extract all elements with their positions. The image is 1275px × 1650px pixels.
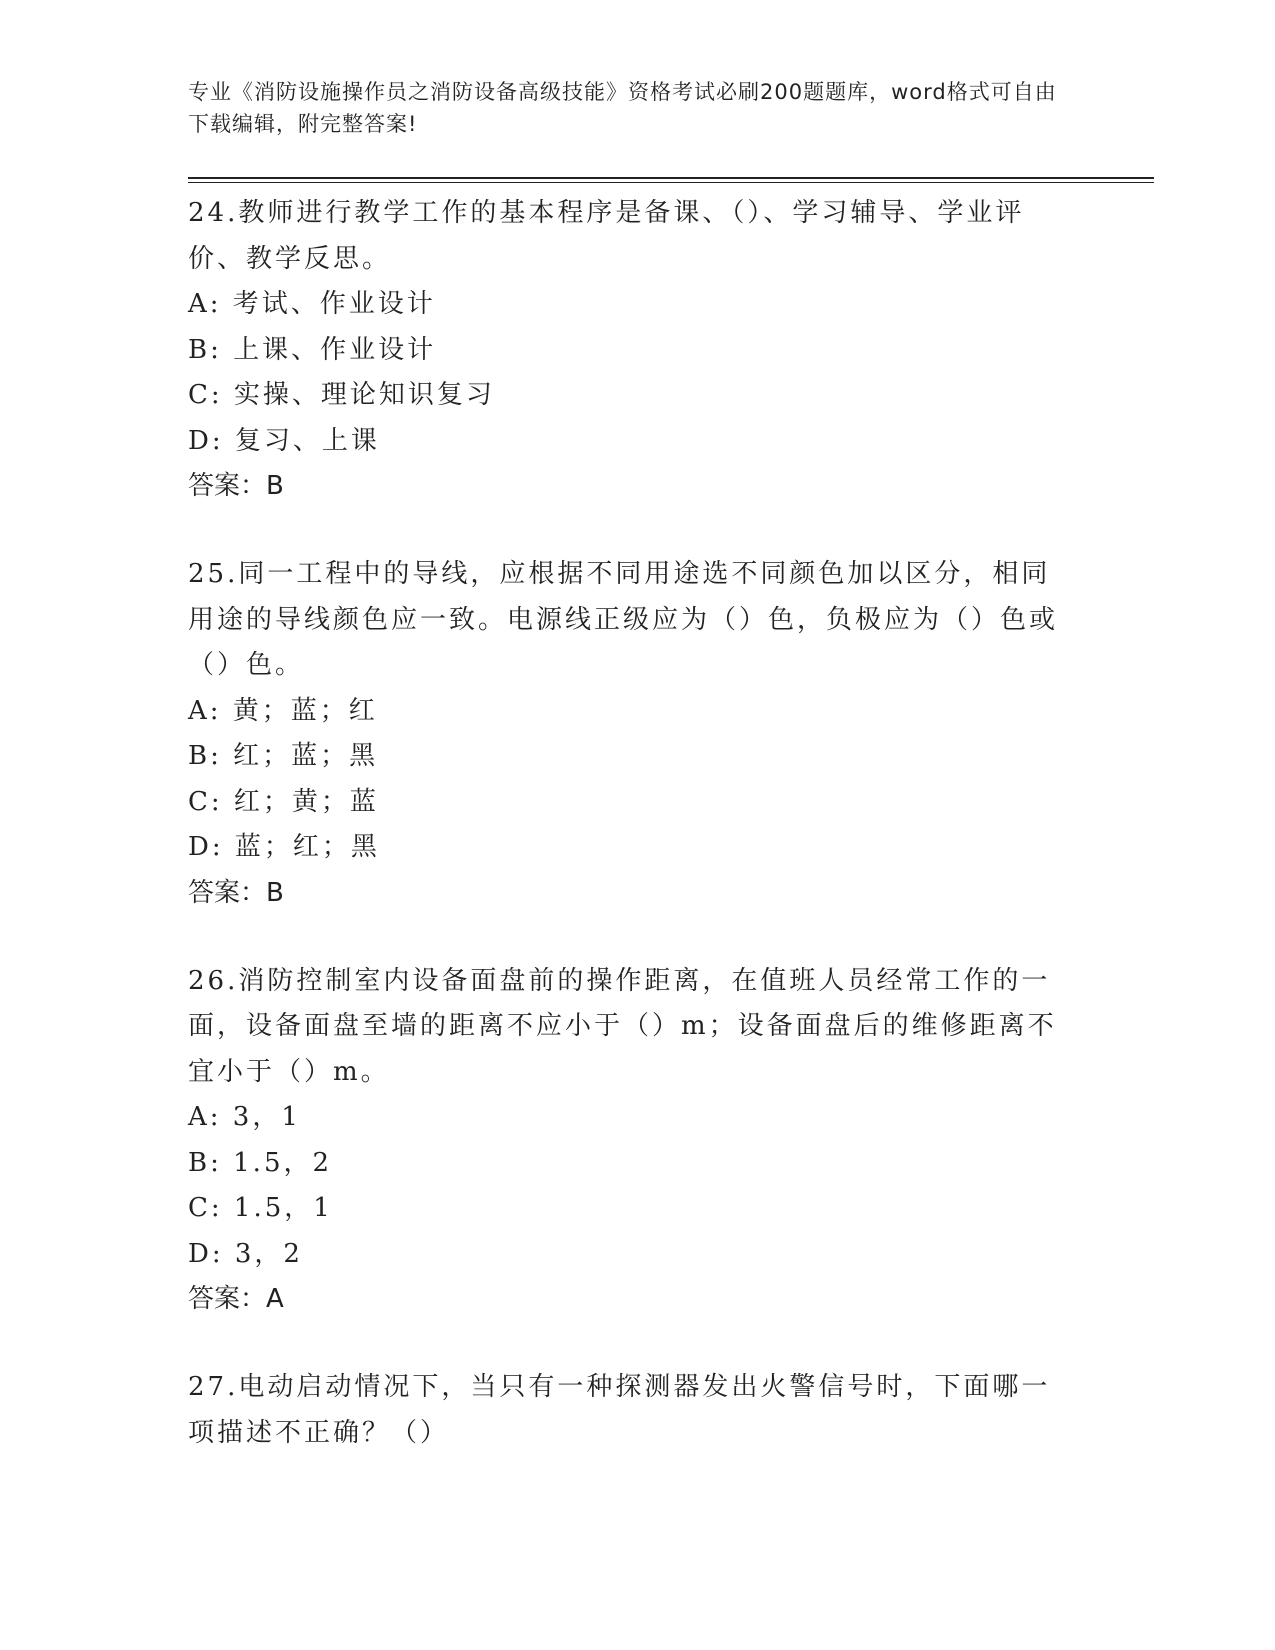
question-text: 25.同一工程中的导线，应根据不同用途选不同颜色加以区分，相同用途的导线颜色应一致。电源线正级应为（）色，负极应为（）色或（）色。 [188, 559, 1059, 680]
option-d: D: 蓝；红；黑 [188, 832, 380, 862]
option-a: A: 考试、作业设计 [188, 289, 436, 319]
answer: 答案：A [188, 1284, 284, 1314]
question-26 [188, 959, 1068, 1323]
header-divider-thick [188, 177, 1154, 179]
question-27 [188, 1365, 1068, 1456]
answer: 答案：B [188, 877, 284, 908]
question-24 [188, 191, 1068, 509]
question-25 [188, 552, 1068, 916]
option-c: C: 1.5，1 [188, 1193, 333, 1223]
question-text: 24.教师进行教学工作的基本程序是备课、（）、学习辅导、学业评价、教学反思。 [188, 198, 1025, 274]
option-b: B: 红；蓝；黑 [188, 741, 379, 771]
option-c: C: 实操、理论知识复习 [188, 380, 495, 410]
question-list [188, 191, 1068, 1499]
option-b: B: 1.5，2 [188, 1147, 333, 1178]
option-c: C: 红；黄；蓝 [188, 786, 379, 817]
answer: 答案：B [188, 471, 284, 501]
question-text: 26.消防控制室内设备面盘前的操作距离，在值班人员经常工作的一面，设备面盘至墙的距离不应小于（）m；设备面盘后的维修距离不宜小于（）m。 [188, 965, 1057, 1087]
option-d: D: 复习、上课 [188, 425, 380, 456]
option-b: B: 上课、作业设计 [188, 334, 437, 365]
header-divider-thin [188, 182, 1154, 183]
option-a: A: 3，1 [188, 1102, 301, 1132]
question-text: 27.电动启动情况下，当只有一种探测器发出火警信号时，下面哪一项描述不正确？（） [188, 1372, 1051, 1448]
option-a: A: 黄；蓝；红 [188, 695, 378, 726]
document-header: 专业《消防设施操作员之消防设备高级技能》资格考试必刷200题题库，word格式可自由下载编辑，附完整答案! [188, 80, 1057, 136]
option-d: D: 3，2 [188, 1238, 303, 1269]
